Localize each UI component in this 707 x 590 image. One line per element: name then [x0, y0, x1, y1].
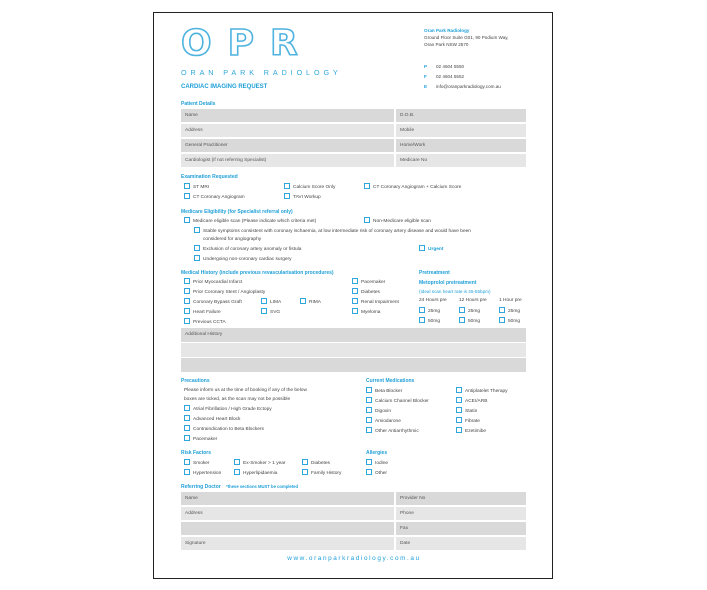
dose-1h-50mg[interactable]: 50mg — [499, 318, 520, 324]
dose-24h-25mg[interactable]: 25mg — [419, 308, 440, 314]
doctor-fax-field[interactable]: Fax — [396, 522, 526, 535]
clinic-contact — [424, 62, 501, 92]
precaution-atrial-fibrillation[interactable]: Atrial Fibrillation / High Grade Ectopy — [184, 406, 272, 412]
checkbox[interactable] — [302, 459, 308, 465]
pretreatment-heading: Pretreatment — [419, 270, 450, 276]
checkbox[interactable] — [184, 298, 190, 304]
history-lima[interactable]: LIMA — [261, 299, 281, 305]
med-statin[interactable]: Statin — [456, 408, 477, 414]
email-address: info@oranparkradiology.com.au — [436, 84, 501, 89]
dose-24h-50mg[interactable]: 50mg — [419, 318, 440, 324]
clinic-name: Oran Park Radiology — [424, 28, 470, 33]
risk-ex-smoker[interactable]: Ex-Smoker > 1 year — [234, 460, 286, 466]
non-medicare-option[interactable]: Non-Medicare eligible scan — [364, 218, 431, 224]
checkbox[interactable] — [184, 435, 190, 441]
home-work-field[interactable]: Home/Work — [396, 139, 526, 152]
checkbox[interactable] — [184, 469, 190, 475]
risk-family-history[interactable]: Family History — [302, 470, 341, 476]
patient-mobile-field[interactable]: Mobile — [396, 124, 526, 137]
checkbox[interactable] — [364, 217, 370, 223]
doctor-name-field[interactable]: Name — [181, 492, 394, 505]
cardiologist-field[interactable]: Cardiologist (if not referring Specialist) — [181, 154, 394, 167]
checkbox[interactable] — [184, 308, 190, 314]
doctor-address-field[interactable]: Address — [181, 507, 394, 520]
checkbox[interactable] — [184, 193, 190, 199]
checkbox[interactable] — [352, 288, 358, 294]
checkbox[interactable] — [194, 227, 200, 233]
footer-website: www.oranparkradiology.com.au — [287, 555, 421, 562]
checkbox[interactable] — [499, 307, 505, 313]
med-acei-arb[interactable]: ACEI/ARB — [456, 398, 487, 404]
precaution-pacemaker[interactable]: Pacemaker — [184, 436, 217, 442]
logo-letter-p: P — [227, 23, 256, 64]
email-label: E — [424, 84, 428, 89]
form-title: CARDIAC IMAGING REQUEST — [181, 84, 268, 90]
checkbox[interactable] — [366, 427, 372, 433]
risk-factors-heading: Risk Factors — [181, 450, 212, 456]
doctor-address-line-2[interactable] — [181, 522, 394, 535]
checkbox[interactable] — [284, 193, 290, 199]
checkbox[interactable] — [184, 217, 190, 223]
med-amiodarone[interactable]: Amiodarone — [366, 418, 401, 424]
checkbox[interactable] — [456, 417, 462, 423]
dose-12h-50mg[interactable]: 50mg — [459, 318, 480, 324]
logo-letter-r: R — [270, 23, 300, 64]
checkbox[interactable] — [352, 298, 358, 304]
checkbox[interactable] — [499, 317, 505, 323]
checkbox[interactable] — [184, 415, 190, 421]
checkbox[interactable] — [234, 469, 240, 475]
med-antiplatelet[interactable]: Antiplatelet Therapy — [456, 388, 508, 394]
risk-hyperlipidaemia[interactable]: Hyperlipidaemia — [234, 470, 277, 476]
checkbox[interactable] — [184, 278, 190, 284]
precaution-beta-blockers[interactable]: Contraindication to Beta Blockers — [184, 426, 264, 432]
address-line-2: Oran Park NSW 2570 — [424, 42, 469, 47]
criteria-non-coronary-surgery[interactable]: Undergoing non-coronary cardiac surgery — [194, 256, 292, 262]
metoprolol-heading: Metoprolol pretreatment — [419, 280, 477, 286]
med-beta-blocker[interactable]: Beta Blocker — [366, 388, 402, 394]
checkbox[interactable] — [456, 407, 462, 413]
checkbox[interactable] — [419, 317, 425, 323]
additional-history-line-2[interactable] — [181, 343, 526, 357]
doctor-phone-field[interactable]: Phone — [396, 507, 526, 520]
referring-note: *these sections MUST be completed — [226, 484, 299, 489]
history-heart-failure[interactable]: Heart Failure — [184, 309, 221, 315]
checkbox[interactable] — [456, 427, 462, 433]
checkbox[interactable] — [456, 387, 462, 393]
med-digoxin[interactable]: Digoxin — [366, 408, 391, 414]
heart-rate-note: (Ideal scan heart rate is 45-55bpm) — [419, 289, 491, 294]
history-diabetes[interactable]: Diabetes — [352, 289, 380, 295]
checkbox[interactable] — [456, 397, 462, 403]
fax-label: F — [424, 74, 427, 79]
history-prior-mi[interactable]: Prior Myocardial Infarct — [184, 279, 242, 285]
precaution-heart-block[interactable]: Advanced Heart Block — [184, 416, 240, 422]
checkbox[interactable] — [284, 183, 290, 189]
request-form-page — [153, 12, 553, 579]
phone-label: P — [424, 64, 428, 69]
history-pacemaker[interactable]: Pacemaker — [352, 279, 385, 285]
risk-hypertension[interactable]: Hypertension — [184, 470, 221, 476]
checkbox[interactable] — [352, 278, 358, 284]
exam-option-tavi[interactable]: TAVI Workup — [284, 194, 321, 200]
medications-heading: Current Medications — [366, 378, 415, 384]
checkbox[interactable] — [261, 308, 267, 314]
medicare-no-field[interactable]: Medicare No — [396, 154, 526, 167]
urgent-option[interactable]: Urgent — [419, 246, 443, 252]
medicare-heading: Medicare Eligibility (for Specialist referral only) — [181, 209, 293, 215]
checkbox[interactable] — [184, 288, 190, 294]
allergies-heading: Allergies — [366, 450, 388, 456]
checkbox[interactable] — [184, 318, 190, 324]
criteria-stable-symptoms-cont: considered for angiography — [203, 237, 262, 242]
checkbox[interactable] — [184, 459, 190, 465]
allergy-other[interactable]: Other — [366, 470, 387, 476]
history-renal-impairment[interactable]: Renal Impairment — [352, 299, 399, 305]
criteria-coronary-anomaly[interactable]: Exclusion of coronary artery anomaly or fistula — [194, 246, 301, 252]
patient-dob-field[interactable]: D.O.B. — [396, 109, 526, 122]
checkbox[interactable] — [419, 245, 425, 251]
patient-details-heading: Patient Details — [181, 101, 216, 107]
checkbox[interactable] — [366, 397, 372, 403]
additional-history-field[interactable]: Additional History — [181, 328, 526, 342]
checkbox[interactable] — [419, 307, 425, 313]
checkbox[interactable] — [352, 308, 358, 314]
precautions-heading: Precautions — [181, 378, 210, 384]
history-rima[interactable]: RIMA — [300, 299, 321, 305]
precautions-note-1: Please inform us at the time of booking if any of the below — [184, 388, 307, 393]
dose-1h-25mg[interactable]: 25mg — [499, 308, 520, 314]
address-line-1: Ground Floor Suite G01, 90 Podium Way, — [424, 35, 509, 40]
checkbox[interactable] — [302, 469, 308, 475]
allergy-iodine[interactable]: Iodine — [366, 460, 388, 466]
signature-field[interactable]: Signature — [181, 537, 394, 550]
checkbox[interactable] — [194, 245, 200, 251]
checkbox[interactable] — [184, 405, 190, 411]
medicare-eligible-option[interactable]: Medicare eligible scan (Please indicate which criteria met) — [184, 218, 316, 224]
time-12h: 12 Hours pre — [459, 298, 487, 303]
history-myeloma[interactable]: Myeloma — [352, 309, 380, 315]
fax-number: 02 4604 5552 — [436, 74, 465, 79]
patient-address-field[interactable]: Address — [181, 124, 394, 137]
exam-option-calcium-score[interactable]: Calcium Score Only — [284, 184, 335, 190]
checkbox[interactable] — [366, 459, 372, 465]
examination-heading: Examination Requested — [181, 174, 238, 180]
checkbox[interactable] — [459, 307, 465, 313]
referring-doctor-heading: Referring Doctor *these sections MUST be completed — [181, 484, 299, 490]
history-previous-ccta[interactable]: Previous CCTA — [184, 319, 226, 325]
time-24h: 24 Hours pre — [419, 298, 447, 303]
checkbox[interactable] — [184, 425, 190, 431]
history-bypass-graft[interactable]: Coronary Bypass Graft — [184, 299, 242, 305]
checkbox[interactable] — [366, 387, 372, 393]
checkbox[interactable] — [364, 183, 370, 189]
risk-smoker[interactable]: Smoker — [184, 460, 210, 466]
checkbox[interactable] — [194, 255, 200, 261]
phone-number: 02 4604 5550 — [436, 64, 465, 69]
med-other-antiarrhythmic[interactable]: Other Antiarrhythmic — [366, 428, 419, 434]
criteria-stable-symptoms[interactable]: Stable symptoms consistent with coronary ischaemia, at low intermediate risk of coronary artery disease and would have been — [194, 228, 471, 234]
logo-text: ORAN PARK RADIOLOGY — [181, 68, 342, 77]
checkbox[interactable] — [366, 417, 372, 423]
checkbox[interactable] — [366, 407, 372, 413]
provider-no-field[interactable]: Provider No — [396, 492, 526, 505]
general-practitioner-field[interactable]: General Practitioner — [181, 139, 394, 152]
checkbox[interactable] — [459, 317, 465, 323]
time-1h: 1 Hour pre — [499, 298, 522, 303]
patient-name-field[interactable]: Name — [181, 109, 394, 122]
clinic-address — [424, 27, 509, 48]
additional-history-line-3[interactable] — [181, 358, 526, 372]
logo-letter-o: O — [181, 23, 214, 64]
med-ezetimibe[interactable]: Ezetimibe — [456, 428, 486, 434]
exam-option-st-mri[interactable]: ST MRI — [184, 184, 209, 190]
med-calcium-channel-blocker[interactable]: Calcium Channel Blocker — [366, 398, 429, 404]
exam-option-ctca[interactable]: CT Coronary Angiogram — [184, 194, 245, 200]
checkbox[interactable] — [184, 183, 190, 189]
date-field[interactable]: Date — [396, 537, 526, 550]
checkbox[interactable] — [234, 459, 240, 465]
history-svg[interactable]: SVG — [261, 309, 280, 315]
logo — [181, 25, 300, 63]
medical-history-heading: Medical History (include previous revascularisation procedures) — [181, 270, 334, 276]
history-prior-stent[interactable]: Prior Coronary Stent / Angioplasty — [184, 289, 265, 295]
checkbox[interactable] — [366, 469, 372, 475]
checkbox[interactable] — [261, 298, 267, 304]
med-fibrate[interactable]: Fibrate — [456, 418, 480, 424]
risk-diabetes[interactable]: Diabetes — [302, 460, 330, 466]
dose-12h-25mg[interactable]: 25mg — [459, 308, 480, 314]
precautions-note-2: boxes are ticked, as the scan may not be possible — [184, 397, 291, 402]
checkbox[interactable] — [300, 298, 306, 304]
exam-option-ctca-calcium[interactable]: CT Coronary Angiogram + Calcium Score — [364, 184, 461, 190]
